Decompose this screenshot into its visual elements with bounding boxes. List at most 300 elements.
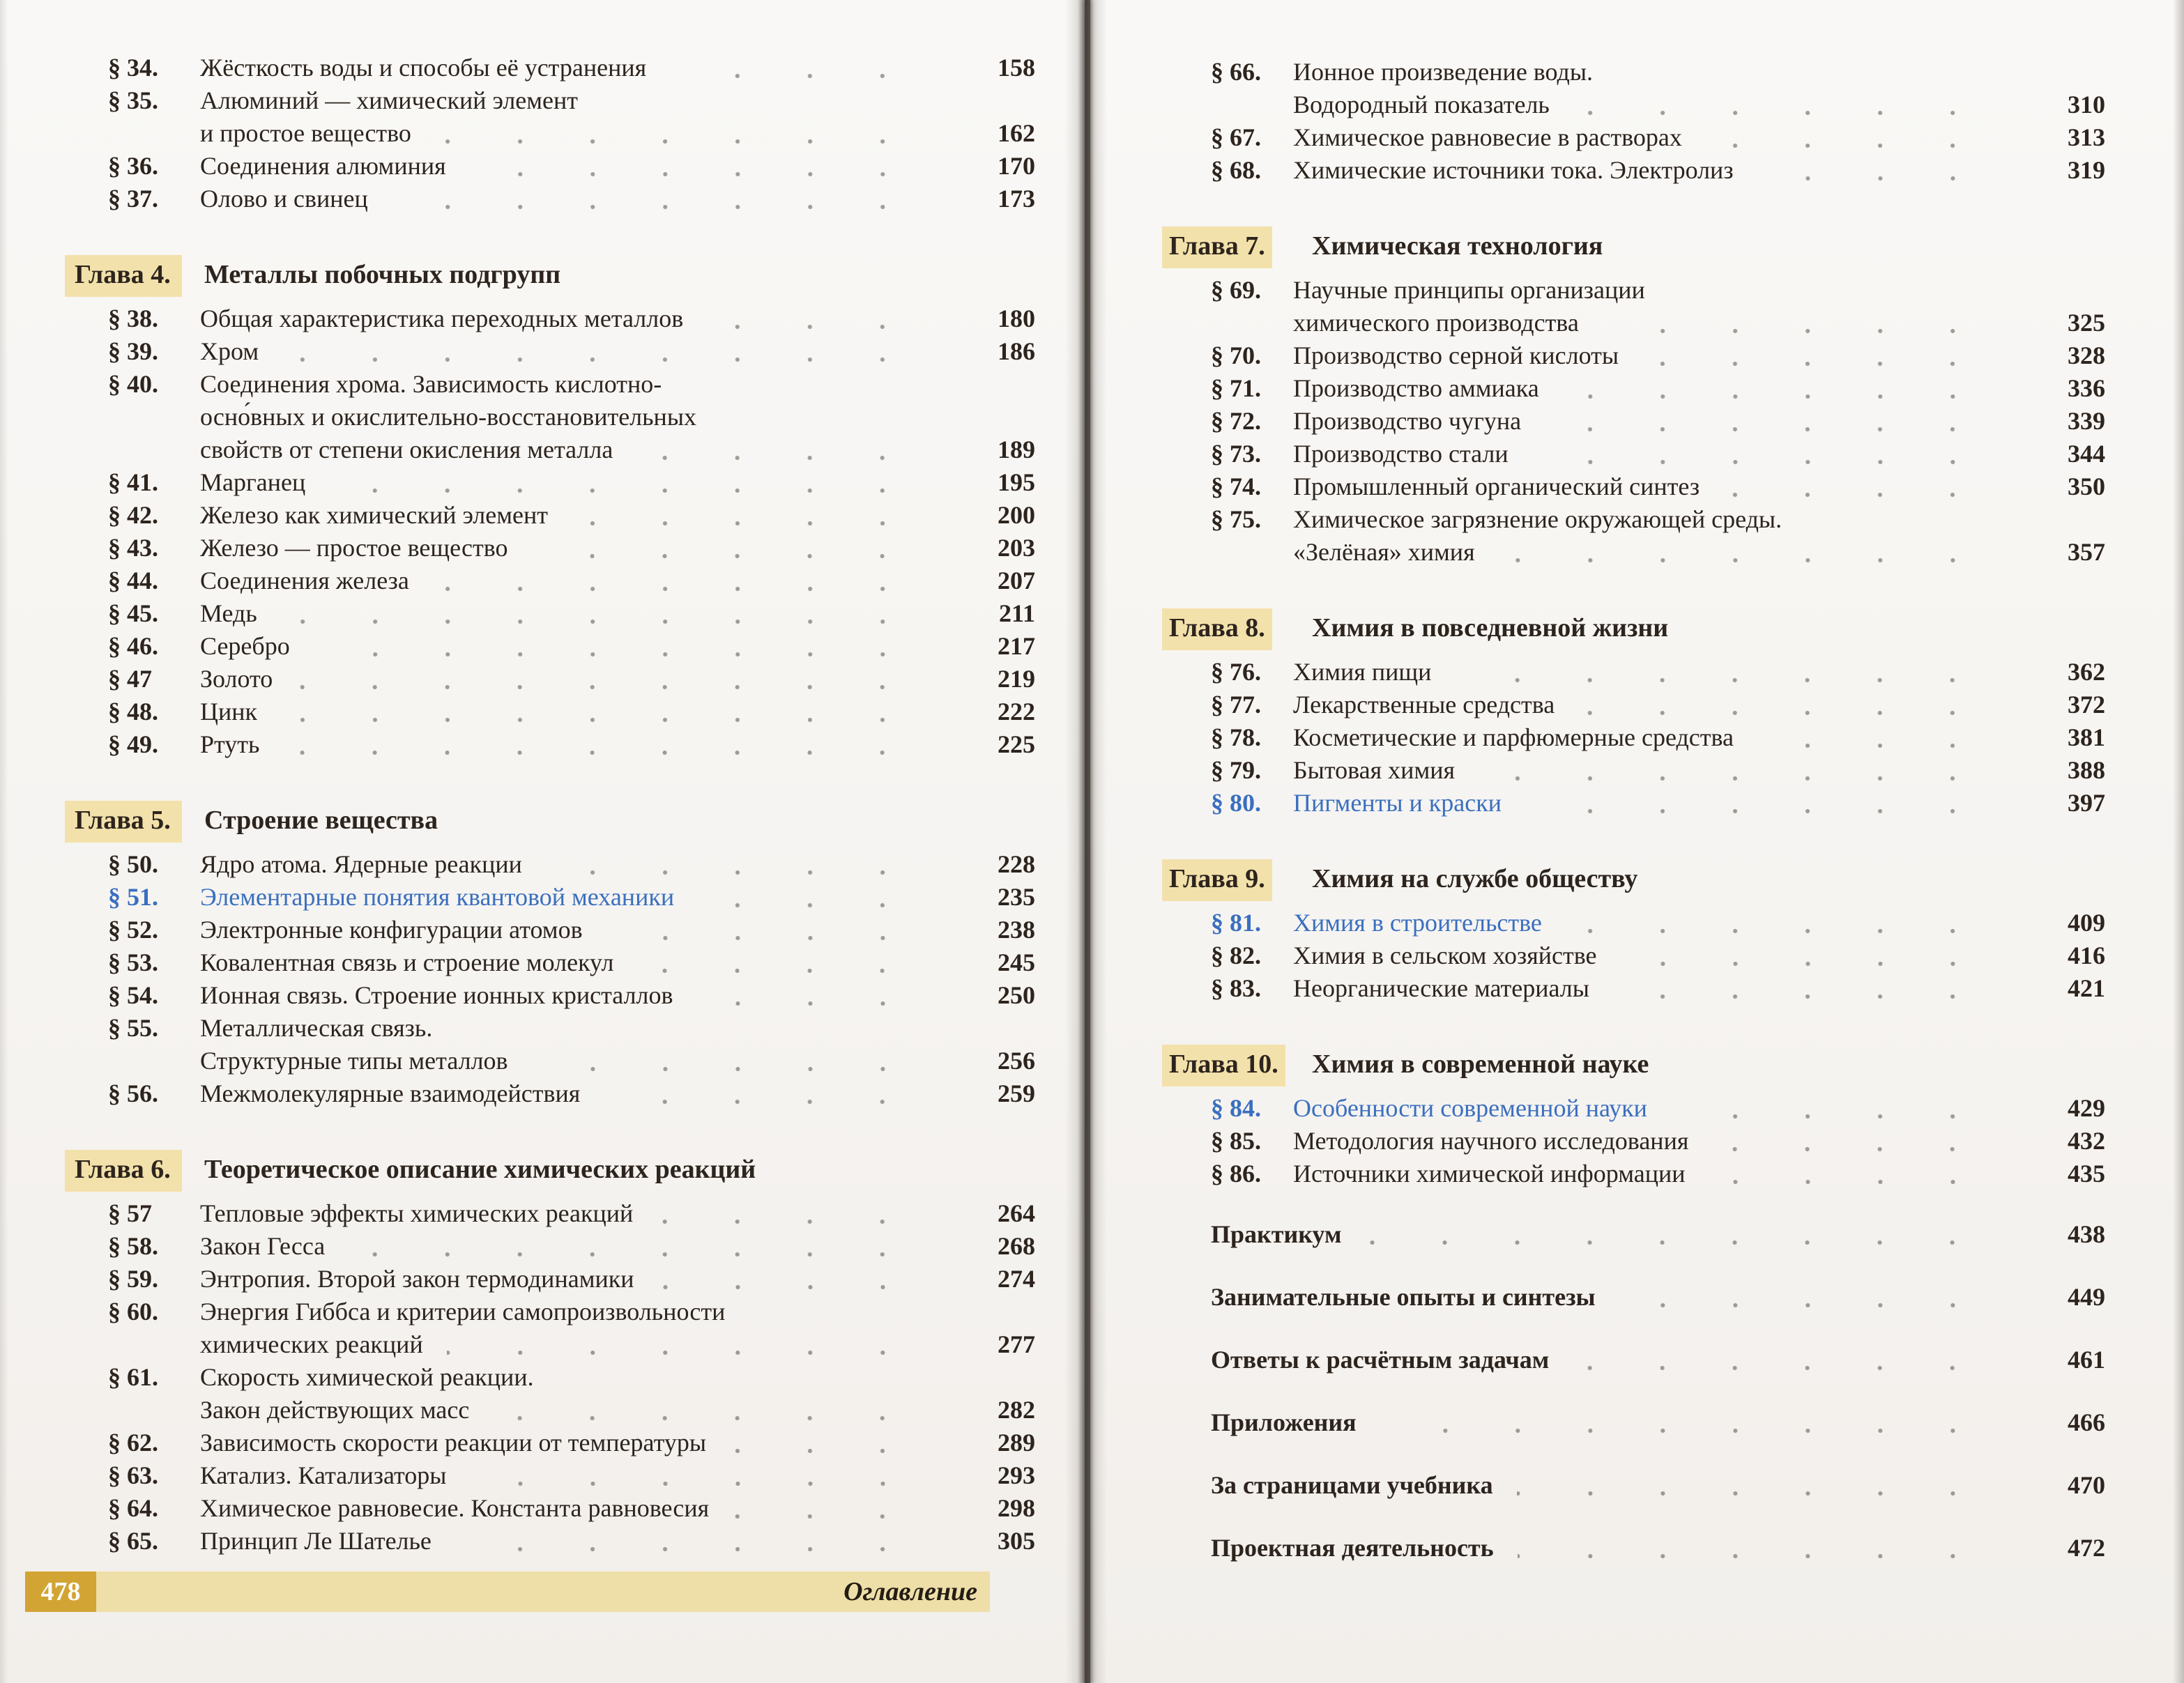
toc-entry-line [108, 401, 1035, 433]
leader-dots [637, 967, 952, 974]
leader-dots [1455, 677, 2022, 684]
entry-number: § 69. [1211, 276, 1261, 304]
toc-entry [108, 630, 1035, 663]
toc-entry [108, 150, 1035, 183]
leader-dots [1603, 328, 2022, 335]
toc-entry [108, 564, 1035, 597]
entry-page: 289 [998, 1429, 1035, 1457]
toc-entry [108, 1361, 1035, 1427]
entry-title: Ионное произведение воды. [1293, 58, 1594, 86]
entry-page: 203 [998, 534, 1035, 562]
leader-dots [1712, 1146, 2022, 1153]
toc-entry [108, 1230, 1035, 1263]
entry-number: § 77. [1211, 691, 1261, 718]
entry-page: 313 [2068, 123, 2105, 151]
toc-entry-line [108, 499, 1035, 532]
entry-number: § 38. [108, 305, 158, 332]
toc-chapter [1169, 861, 2105, 896]
entry-title: Занимательные опыты и синтезы [1211, 1283, 1596, 1311]
entry-title: свойств от степени окисления металла [200, 436, 613, 463]
entry-title: Методология научного исследования [1293, 1127, 1689, 1155]
toc-entry-line [108, 1361, 1035, 1394]
entry-title: Бытовая химия [1293, 756, 1456, 784]
page-number-badge [25, 1571, 96, 1612]
toc-entry-line [108, 433, 1035, 466]
toc-entry [1211, 1092, 2105, 1125]
entry-page: 344 [2068, 440, 2105, 468]
toc-entry [108, 1197, 1035, 1230]
entry-number: § 68. [1211, 156, 1261, 184]
entry-title: Хром [200, 337, 259, 365]
entry-title: «Зелёная» химия [1293, 538, 1475, 566]
entry-title: Химия в сельском хозяйстве [1293, 942, 1597, 969]
toc-entry [1211, 121, 2105, 154]
entry-title: Ответы к расчётным задачам [1211, 1346, 1550, 1374]
entry-page: 429 [2068, 1094, 2105, 1122]
entry-number: § 46. [108, 632, 158, 660]
entry-number: § 80. [1211, 789, 1261, 817]
toc-entry [1211, 339, 2105, 372]
entry-page: 357 [2068, 538, 2105, 566]
leader-dots [1578, 709, 2022, 716]
entry-page: 461 [2068, 1346, 2105, 1374]
chapter-label: Глава 10. [1162, 1045, 1285, 1086]
entry-title: Золото [200, 665, 273, 693]
toc-entry [1211, 1406, 2105, 1439]
entry-title: Элементарные понятия квантовой механики [200, 883, 675, 911]
leader-dots [546, 869, 952, 876]
entry-title: Ионная связь. Строение ионных кристаллов [200, 981, 673, 1009]
toc-entry [108, 302, 1035, 335]
leader-dots [329, 487, 952, 494]
entry-number: § 34. [108, 54, 158, 82]
entry-number: § 73. [1211, 440, 1261, 468]
toc-entry-line [1211, 972, 2105, 1005]
toc-entry-line [108, 1394, 1035, 1427]
entry-page: 195 [998, 468, 1035, 496]
toc-entry-line [108, 52, 1035, 84]
entry-title: Железо как химический элемент [200, 501, 549, 529]
leader-dots [1757, 742, 2022, 749]
leader-dots [1380, 1427, 2022, 1434]
toc-entry-line [108, 564, 1035, 597]
leader-dots [1566, 928, 2022, 935]
toc-entry [1211, 470, 2105, 503]
entry-number: § 70. [1211, 341, 1261, 369]
entry-page: 466 [2068, 1408, 2105, 1436]
toc-entry [1211, 503, 2105, 569]
leader-dots [730, 1447, 952, 1454]
entry-page: 186 [998, 337, 1035, 365]
entry-page: 211 [998, 599, 1035, 627]
chapter-title: Химия в современной науке [1312, 1050, 1649, 1079]
chapter-title: Строение вещества [204, 806, 438, 835]
entry-number: § 84. [1211, 1094, 1261, 1122]
toc-chapter [75, 803, 1035, 838]
entry-title: Цинк [200, 698, 258, 725]
entry-title: Производство аммиака [1293, 374, 1539, 402]
toc-entry [1211, 787, 2105, 820]
entry-title: Химическое загрязнение окружающей среды. [1293, 505, 1782, 533]
leader-dots [1499, 557, 2022, 564]
entry-number: § 60. [108, 1298, 158, 1325]
toc-entry-line [108, 1230, 1035, 1263]
toc-entry-line [1211, 56, 2105, 89]
entry-page: 268 [998, 1232, 1035, 1260]
entry-number: § 76. [1211, 658, 1261, 686]
entry-page: 372 [2068, 691, 2105, 718]
entry-number: § 57 [108, 1199, 152, 1227]
toc-entry-line [1211, 154, 2105, 187]
entry-number: § 64. [108, 1494, 158, 1522]
leader-dots [698, 902, 952, 909]
leader-dots [658, 1284, 952, 1291]
toc-entry-line [1211, 939, 2105, 972]
leader-dots [1671, 1113, 2022, 1120]
entry-page: 310 [2068, 91, 2105, 118]
entry-title: Химическое равновесие в растворах [1293, 123, 1682, 151]
entry-number: § 67. [1211, 123, 1261, 151]
entry-title: Закон Гесса [200, 1232, 326, 1260]
entry-page: 170 [998, 152, 1035, 180]
toc-left-page [75, 52, 1035, 1558]
entry-title: Водородный показатель [1293, 91, 1550, 118]
toc-entry [108, 696, 1035, 728]
entry-number: § 66. [1211, 58, 1261, 86]
toc-chapter [1169, 229, 2105, 263]
toc-chapter [1169, 1047, 2105, 1082]
toc-entry-line [108, 117, 1035, 150]
chapter-title: Химия на службе обществу [1312, 864, 1638, 893]
entry-number: § 49. [108, 730, 158, 758]
entry-number: § 44. [108, 567, 158, 594]
leader-dots [282, 356, 952, 363]
toc-entry-line [108, 1296, 1035, 1328]
chapter-label: Глава 4. [65, 255, 182, 297]
entry-title: Электронные конфигурации атомов [200, 916, 583, 944]
toc-entry [108, 1077, 1035, 1110]
toc-entry-line [108, 663, 1035, 696]
entry-title: Принцип Ле Шателье [200, 1527, 432, 1555]
toc-entry-line [108, 1197, 1035, 1230]
entry-number: § 43. [108, 534, 158, 562]
entry-page: 416 [2068, 942, 2105, 969]
toc-entry-line [1211, 438, 2105, 470]
entry-number: § 35. [108, 86, 158, 114]
entry-title: осно́вных и окислительно-восстановительных [200, 403, 697, 431]
leader-dots [733, 1513, 952, 1520]
toc-entry [108, 466, 1035, 499]
toc-entry-line [108, 150, 1035, 183]
toc-entry-line [108, 728, 1035, 761]
entry-title: химического производства [1293, 309, 1579, 337]
entry-number: § 48. [108, 698, 158, 725]
entry-title: Соединения хрома. Зависимость кислотно- [200, 370, 662, 398]
entry-page: 219 [998, 665, 1035, 693]
entry-page: 238 [998, 916, 1035, 944]
entry-page: 277 [998, 1330, 1035, 1358]
entry-number: § 47 [108, 665, 152, 693]
entry-number: § 52. [108, 916, 158, 944]
toc-entry [1211, 1344, 2105, 1376]
entry-page: 336 [2068, 374, 2105, 402]
entry-page: 222 [998, 698, 1035, 725]
entry-title: Производство серной кислоты [1293, 341, 1619, 369]
entry-number: § 51. [108, 883, 158, 911]
chapter-title: Химическая технология [1312, 231, 1603, 261]
toc-entry-line [108, 466, 1035, 499]
entry-title: Жёсткость воды и способы её устранения [200, 54, 647, 82]
entry-title: Серебро [200, 632, 290, 660]
entry-number: § 83. [1211, 974, 1261, 1002]
toc-entry [108, 1492, 1035, 1525]
toc-entry-line [108, 1328, 1035, 1361]
entry-title: Ковалентная связь и строение молекул [200, 948, 614, 976]
entry-number: § 58. [108, 1232, 158, 1260]
toc-entry-line [108, 335, 1035, 368]
entry-page: 388 [2068, 756, 2105, 784]
leader-dots [1573, 1365, 2022, 1371]
toc-entry-line [1211, 274, 2105, 307]
entry-page: 162 [998, 119, 1035, 147]
leader-dots [283, 749, 952, 756]
leader-dots [707, 323, 952, 330]
entry-number: § 37. [108, 185, 158, 213]
entry-title: Марганец [200, 468, 306, 496]
entry-number: § 53. [108, 948, 158, 976]
toc-entry-line [1211, 1344, 2105, 1376]
toc-entry [108, 1459, 1035, 1492]
leader-dots [1563, 393, 2022, 400]
toc-entry-line [108, 368, 1035, 401]
toc-entry [108, 1525, 1035, 1558]
entry-number: § 85. [1211, 1127, 1261, 1155]
toc-entry-line [108, 1427, 1035, 1459]
chapter-title: Металлы побочных подгрупп [204, 260, 561, 289]
entry-page: 305 [998, 1527, 1035, 1555]
leader-dots [1518, 1553, 2022, 1560]
entry-page: 362 [2068, 658, 2105, 686]
leader-dots [447, 1349, 952, 1356]
leader-dots [606, 935, 952, 942]
leader-dots [531, 553, 952, 560]
entry-title: Энергия Гиббса и критерии самопроизвольности [200, 1298, 726, 1325]
toc-entry-line [108, 1012, 1035, 1045]
entry-page: 158 [998, 54, 1035, 82]
entry-number: § 59. [108, 1265, 158, 1293]
entry-page: 298 [998, 1494, 1035, 1522]
entry-title: Химия пищи [1293, 658, 1432, 686]
entry-number: § 50. [108, 850, 158, 878]
toc-entry-line [1211, 787, 2105, 820]
toc-entry-line [1211, 1281, 2105, 1314]
entry-number: § 41. [108, 468, 158, 496]
entry-number: § 86. [1211, 1160, 1261, 1188]
leader-dots [314, 651, 952, 658]
toc-entry-line [1211, 372, 2105, 405]
toc-entry-line [108, 881, 1035, 914]
toc-entry [108, 946, 1035, 979]
entry-title: Соединения алюминия [200, 152, 446, 180]
toc-entry [1211, 438, 2105, 470]
toc-entry-line [108, 1263, 1035, 1296]
toc-entry-line [108, 696, 1035, 728]
toc-entry-line [108, 1492, 1035, 1525]
toc-entry-line [1211, 1092, 2105, 1125]
entry-title: Алюминий — химический элемент [200, 86, 579, 114]
entry-title: Производство стали [1293, 440, 1509, 468]
toc-entry [1211, 656, 2105, 689]
toc-entry [1211, 1532, 2105, 1565]
toc-entry-line [108, 302, 1035, 335]
entry-page: 173 [998, 185, 1035, 213]
toc-entry-line [108, 914, 1035, 946]
chapter-label: Глава 9. [1162, 859, 1272, 901]
entry-page: 245 [998, 948, 1035, 976]
entry-title: Научные принципы организации [1293, 276, 1645, 304]
entry-page: 421 [2068, 974, 2105, 1002]
leader-dots [1723, 491, 2022, 498]
toc-entry [108, 1012, 1035, 1077]
footer-bar [96, 1571, 990, 1612]
entry-page: 435 [2068, 1160, 2105, 1188]
entry-title: Практикум [1211, 1220, 1342, 1248]
entry-page: 381 [2068, 723, 2105, 751]
leader-dots [1709, 1178, 2022, 1185]
leader-dots [493, 1415, 952, 1422]
toc-entry [108, 881, 1035, 914]
toc-entry [108, 1427, 1035, 1459]
entry-title: Приложения [1211, 1408, 1357, 1436]
toc-entry [108, 1296, 1035, 1361]
entry-title: Промышленный органический синтез [1293, 472, 1700, 500]
entry-page: 180 [998, 305, 1035, 332]
leader-dots [1706, 142, 2022, 149]
entry-title: Соединения железа [200, 567, 409, 594]
toc-entry [108, 84, 1035, 150]
leader-dots [471, 1480, 952, 1487]
toc-entry-line [108, 84, 1035, 117]
toc-entry [1211, 1158, 2105, 1190]
entry-page: 339 [2068, 407, 2105, 435]
leader-dots [435, 138, 952, 145]
entry-page: 293 [998, 1461, 1035, 1489]
toc-entry [1211, 56, 2105, 121]
toc-entry [1211, 721, 2105, 754]
toc-entry-line [1211, 1218, 2105, 1251]
leader-dots [433, 585, 952, 592]
chapter-label: Глава 7. [1162, 226, 1272, 268]
entry-page: 235 [998, 883, 1035, 911]
entry-number: § 40. [108, 370, 158, 398]
entry-title: Общая характеристика переходных металлов [200, 305, 684, 332]
toc-entry-line [108, 1525, 1035, 1558]
toc-entry-line [1211, 721, 2105, 754]
entry-title: За страницами учебника [1211, 1471, 1493, 1499]
entry-page: 350 [2068, 472, 2105, 500]
entry-title: Ядро атома. Ядерные реакции [200, 850, 522, 878]
book-gutter-fold-line [1085, 0, 1090, 1683]
entry-number: § 65. [108, 1527, 158, 1555]
chapter-label: Глава 6. [65, 1150, 182, 1192]
chapter-title: Теоретическое описание химических реакций [204, 1155, 756, 1184]
toc-entry-line [1211, 339, 2105, 372]
entry-page: 259 [998, 1079, 1035, 1107]
entry-title: Межмолекулярные взаимодействия [200, 1079, 581, 1107]
toc-entry [108, 499, 1035, 532]
entry-page: 449 [2068, 1283, 2105, 1311]
leader-dots [281, 618, 952, 625]
entry-title: Закон действующих масс [200, 1396, 470, 1424]
leader-dots [1621, 960, 2022, 967]
footer-section-label: Оглавление [843, 1577, 977, 1606]
leader-dots [1517, 1490, 2022, 1497]
page-left-edge-shading [0, 0, 8, 1683]
toc-entry [1211, 1218, 2105, 1251]
entry-page: 470 [2068, 1471, 2105, 1499]
toc-entry [1211, 939, 2105, 972]
entry-title: Химия в строительстве [1293, 909, 1542, 937]
toc-entry [108, 663, 1035, 696]
toc-entry-line [108, 979, 1035, 1012]
entry-title: Энтропия. Второй закон термодинамики [200, 1265, 634, 1293]
entry-title: Катализ. Катализаторы [200, 1461, 447, 1489]
leader-dots [572, 520, 952, 527]
entry-title: Проектная деятельность [1211, 1534, 1494, 1562]
entry-number: § 36. [108, 152, 158, 180]
toc-entry-line [1211, 1158, 2105, 1190]
toc-entry [1211, 1281, 2105, 1314]
entry-number: § 62. [108, 1429, 158, 1457]
chapter-label: Глава 8. [1162, 608, 1272, 650]
toc-entry-line [1211, 1469, 2105, 1502]
entry-page: 256 [998, 1047, 1035, 1075]
leader-dots [636, 454, 952, 461]
entry-page: 217 [998, 632, 1035, 660]
toc-entry [1211, 405, 2105, 438]
toc-entry-line [1211, 89, 2105, 121]
entry-number: § 75. [1211, 505, 1261, 533]
leader-dots [1532, 459, 2022, 466]
chapter-label: Глава 5. [65, 801, 182, 843]
entry-title: Зависимость скорости реакции от температуры [200, 1429, 707, 1457]
entry-title: Скорость химической реакции. [200, 1363, 534, 1391]
entry-number: § 82. [1211, 942, 1261, 969]
toc-chapter [75, 1152, 1035, 1187]
toc-entry-line [1211, 405, 2105, 438]
toc-entry-line [108, 1459, 1035, 1492]
toc-entry-line [1211, 1406, 2105, 1439]
entry-page: 225 [998, 730, 1035, 758]
toc-entry-line [1211, 307, 2105, 339]
entry-title: Неорганические материалы [1293, 974, 1589, 1002]
entry-title: Химические источники тока. Электролиз [1293, 156, 1734, 184]
entry-page: 325 [2068, 309, 2105, 337]
toc-entry [108, 979, 1035, 1012]
entry-page: 274 [998, 1265, 1035, 1293]
entry-title: Железо — простое вещество [200, 534, 508, 562]
toc-entry-line [108, 1045, 1035, 1077]
toc-entry-line [1211, 656, 2105, 689]
toc-entry-line [108, 597, 1035, 630]
toc-entry [108, 52, 1035, 84]
toc-entry [108, 914, 1035, 946]
entry-number: § 72. [1211, 407, 1261, 435]
toc-entry [1211, 154, 2105, 187]
toc-entry [1211, 754, 2105, 787]
entry-page: 250 [998, 981, 1035, 1009]
entry-number: § 71. [1211, 374, 1261, 402]
